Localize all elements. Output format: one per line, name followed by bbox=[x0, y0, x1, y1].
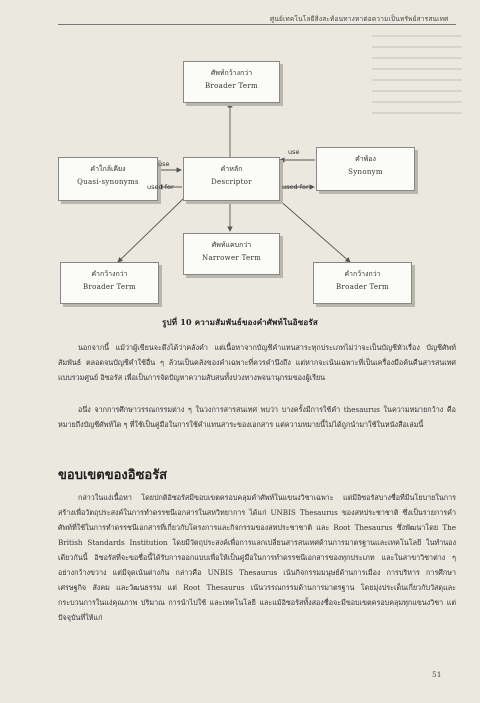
used-for-label-right: used for bbox=[282, 183, 309, 191]
quasi-synonyms-box bbox=[58, 157, 158, 201]
figure-caption: รูปที่ 10 ความสัมพันธ์ของคำศัพท์ในอิซอรัส bbox=[162, 317, 318, 327]
body-paragraph-3 bbox=[58, 490, 456, 625]
broader-term-box-right bbox=[313, 262, 412, 304]
paragraph-text: อนึ่ง จากการศึกษาวรรณกรรมต่าง ๆ ในวงการสารสนเทศ พบว่า บางครั้งมีการใช้คำ thesaurus ในความหมายกว้าง คือ หมายถึงบัญชีศัพท์ใด ๆ ที่ใช้เป็นคู่มือในการใช้คำแทนสาระของเอกสาร แต่ความหมายนี้ไม่ได้ถูกนำมาใช้ในหนังสือเล่มนี้ bbox=[58, 405, 456, 429]
box-thai-label: คำพ้อง bbox=[355, 155, 376, 163]
box-thai-label: คำใกล้เคียง bbox=[90, 165, 126, 173]
running-header: ศูนย์เทคโนโลยีสิ่งสะท้อนทางหาต่อความเป็นทรัพย์สารสนเทศ bbox=[270, 15, 449, 23]
page-number: 51 bbox=[432, 670, 442, 679]
box-english-label: Descriptor bbox=[211, 178, 252, 186]
synonym-box bbox=[316, 147, 415, 191]
used-for-label-left: used for bbox=[147, 183, 174, 191]
box-english-label: Synonym bbox=[348, 168, 383, 176]
use-label-right: use bbox=[288, 148, 300, 156]
section-heading: ขอบเขตของอิซอรัส bbox=[58, 468, 168, 483]
box-english-label: Quasi-synonyms bbox=[77, 178, 139, 186]
descriptor-box bbox=[183, 157, 280, 201]
broader-term-box bbox=[183, 61, 280, 103]
narrower-term-box bbox=[183, 233, 280, 275]
paragraph-text: นอกจากนี้ แม้ว่าผู้เขียนจะดึงได้ว่าคลังคำ แต่เนื้อหาจากบัญชีคำแทนสาระทุกประเภทไม่ว่าจะเป็นบัญชีหัวเรื่อง บัญชีศัพท์สัมพันธ์ ตลอดจนบัญชีคำใช้อื่น ๆ ล้วนเป็นคลังของคำเฉพาะที่ควรคำนึงถึง แต่หากจะเน้นเฉพาะที่เป็นเครื่องมือค้นคืนสารสนเทศแบบรวมศูนย์ อิซอรัส เพื่อเป็นการจัดปัญหาความสับสนทั้งปวงทางพจนานุกรมของผู้เรียน bbox=[58, 343, 456, 382]
use-label-left: use bbox=[158, 160, 170, 168]
body-paragraph-2 bbox=[58, 402, 456, 432]
box-thai-label: คำกว้างกว่า bbox=[91, 270, 128, 278]
body-paragraph-1 bbox=[58, 340, 456, 385]
box-thai-label: ศัพท์กว้างกว่า bbox=[210, 69, 253, 77]
broader-term-box-left bbox=[60, 262, 159, 304]
box-thai-label: คำหลัก bbox=[220, 165, 243, 173]
box-thai-label: คำกว้างกว่า bbox=[344, 270, 381, 278]
box-english-label: Broader Term bbox=[83, 283, 136, 291]
paragraph-text: กล่าวในแง่เนื้อหา โดยปกติอิซอรัสมีขอบเขตครอบคลุมคำศัพท์ในแขนงวิชาเฉพาะ แต่มีอิซอรัสบางชื่อที่มีนโยบายในการสร้างเพื่อวัตถุประสงค์ในการทำดรรชนีเอกสารในสหวิทยาการ ได้แก่ UNBIS Thesaurus ของสหประชาชาติ ซึ่งเป็นรายการคำศัพท์ที่ใช้ในการทำดรรชนีเอกสารที่เกี่ยวกับโครงการและกิจกรรมของสหประชาชาติ และ Root Thesaurus ซึ่งพัฒนาโดย The British Standards Institution โดยมีวัตถุประสงค์เพื่อการแลกเปลี่ยนสารสนเทศด้านการมาตรฐานและเทคโนโลยี ในทำนองเดียวกันนี้ อิซอรัสที่จะขอชื่อนี้ได้รับการออกแบบเพื่อให้เป็นคู่มือในการทำดรรชนีเอกสารของทุกประเภท และในสาขาวิชาต่าง ๆ อย่างกว้างขวาง แต่มีจุดเน้นต่างกัน กล่าวคือ UNBIS Thesaurus เน้นกิจกรรมมนุษย์ด้านการเมือง การบริหาร การศึกษา เศรษฐกิจ สังคม และวัฒนธรรม แต่ Root Thesaurus เน้นวรรณกรรมด้านการมาตรฐาน โดยมุ่งประเด็นเกี่ยวกับวัสดุและกระบวนการในแง่คุณภาพ ปริมาณ การนำไปใช้ และเทคโนโลยี และแม้อิซอรัสทั้งสองชื่อจะมีขอบเขตครอบคลุมทุกแขนงวิชา แต่ปัจจุบันที่ให้แก่ bbox=[58, 493, 456, 622]
box-english-label: Narrower Term bbox=[201, 254, 262, 262]
box-english-label: Broader Term bbox=[336, 283, 389, 291]
box-thai-label: ศัพท์แคบกว่า bbox=[211, 241, 252, 249]
box-english-label: Broader Term bbox=[205, 82, 258, 90]
